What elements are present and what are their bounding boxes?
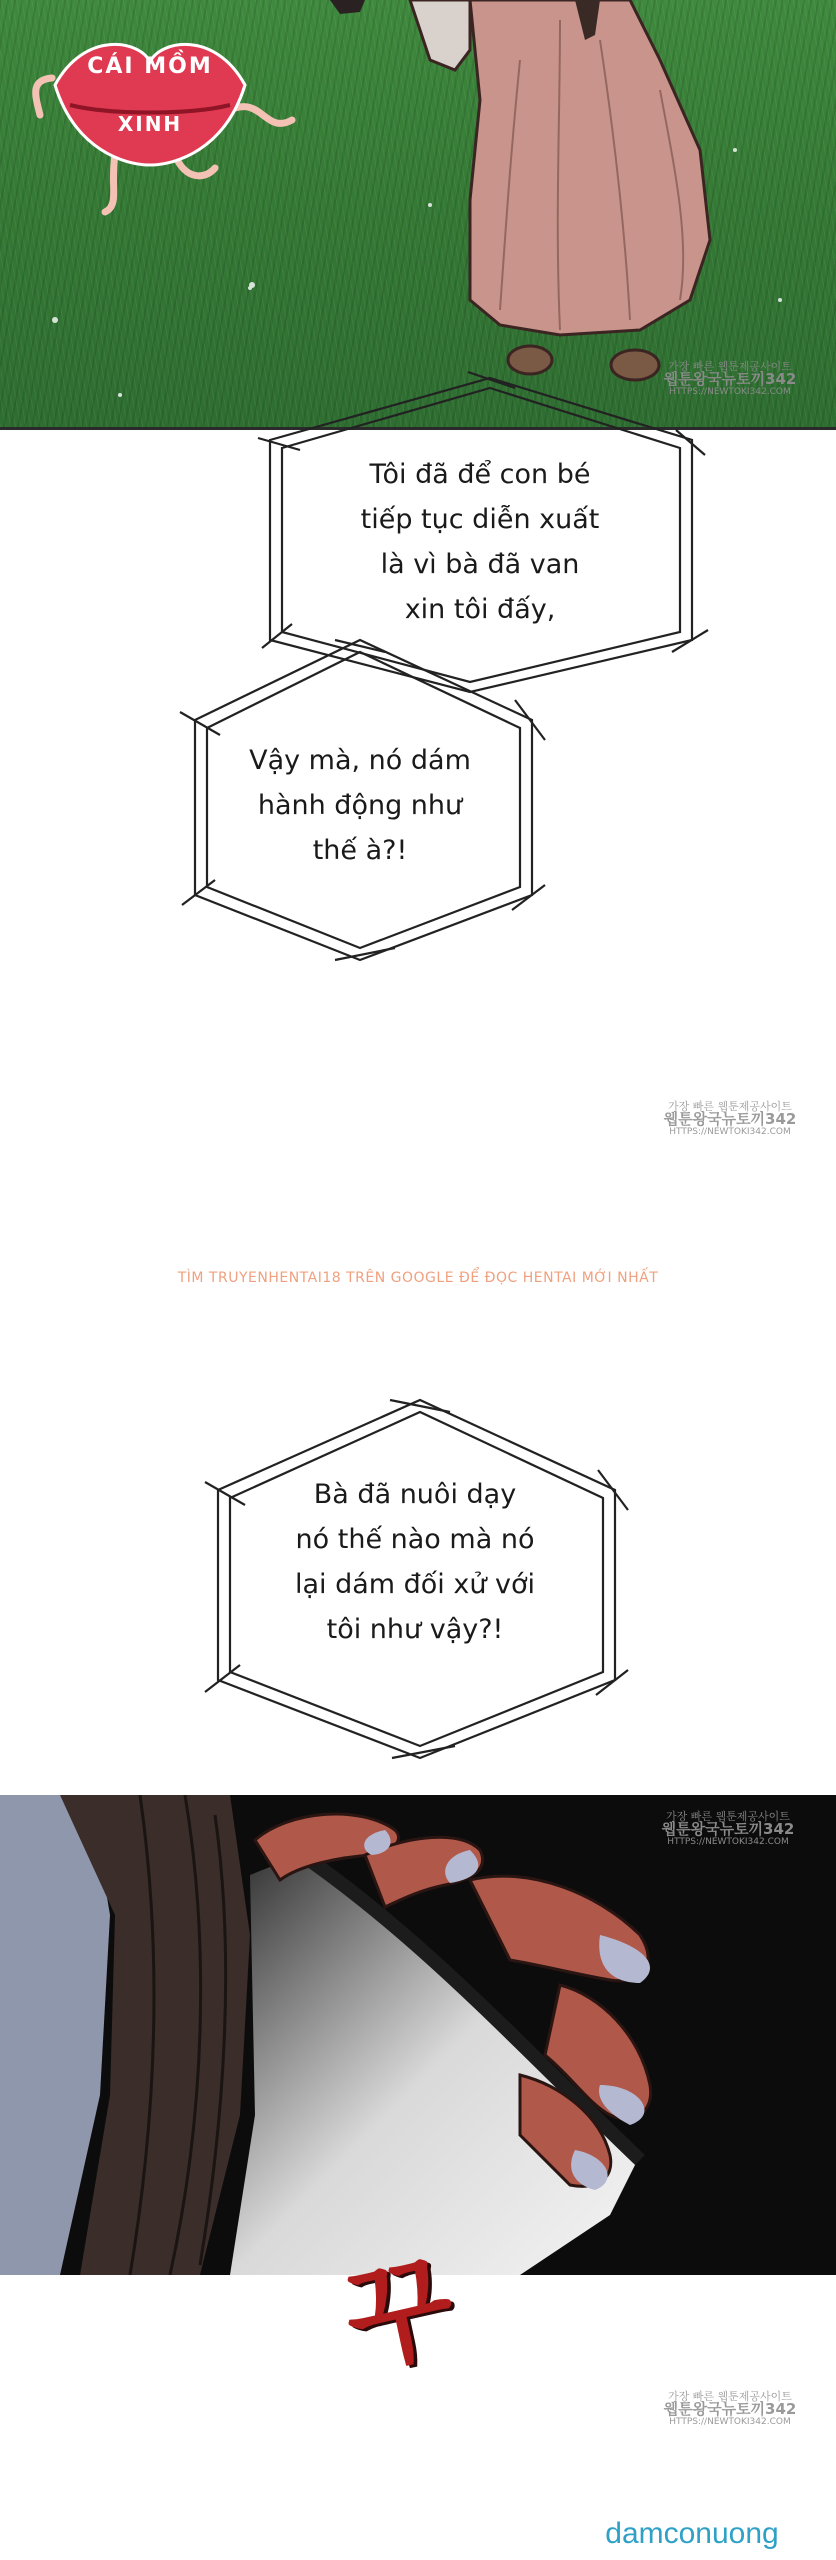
watermark-line1: 가장 빠른 웹툰제공사이트	[668, 360, 792, 373]
watermark-line2: 웹툰왕국뉴토끼342	[663, 370, 797, 388]
watermark-line1: 가장 빠른 웹툰제공사이트	[668, 2390, 792, 2403]
watermark-line3: HTTPS://NEWTOKI342.COM	[669, 2417, 791, 2427]
speech-bubble-3-text: Bà đã nuôi dạy nó thế nào mà nó lại dám đối xử với tôi như vậy?!	[294, 1479, 536, 1645]
watermark-dark	[648, 1810, 808, 1849]
watermark-line3: HTTPS://NEWTOKI342.COM	[669, 387, 791, 397]
watermark-line1: 가장 빠른 웹툰제공사이트	[668, 1100, 792, 1113]
watermark-line3: HTTPS://NEWTOKI342.COM	[669, 1127, 791, 1137]
footer-site-name: damconuong	[548, 2508, 836, 2560]
logo-text-line2: XINH	[117, 112, 183, 136]
promo-text: TÌM TRUYENHENTAI18 TRÊN GOOGLE ĐỂ ĐỌC HENTAI MỚI NHẤT	[177, 1270, 659, 1286]
speech-bubble-1-text: Tôi đã để con bé tiếp tục diễn xuất là vì bà đã van xin tôi đấy,	[360, 459, 600, 625]
watermark-middle	[650, 1100, 810, 1139]
closeup-scene	[0, 1795, 836, 2275]
logo-text-line1: CÁI MỒM	[87, 54, 213, 79]
watermark-line1: 가장 빠른 웹툰제공사이트	[666, 1810, 790, 1823]
watermark-line3: HTTPS://NEWTOKI342.COM	[667, 1837, 789, 1847]
watermark-line2: 웹툰왕국뉴토끼342	[661, 1820, 795, 1838]
watermark-bottom	[650, 2390, 810, 2429]
watermark-line2: 웹툰왕국뉴토끼342	[663, 1110, 797, 1128]
watermark-line2: 웹툰왕국뉴토끼342	[663, 2400, 797, 2418]
speech-bubble-2-text: Vậy mà, nó dám hành động như thế à?!	[249, 745, 471, 866]
closeup-panel	[0, 1795, 836, 2275]
sfx-text: 꾸	[334, 2241, 466, 2389]
